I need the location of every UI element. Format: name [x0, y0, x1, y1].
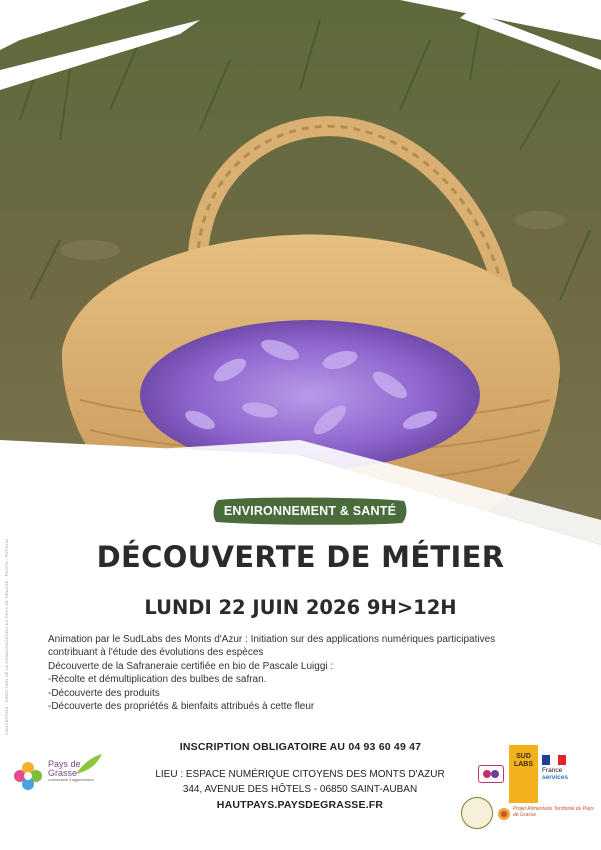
description-line: Découverte de la Safraneraie certifiée en bio de Pascale Luiggi : — [48, 660, 334, 672]
location-line2: 344, AVENUE DES HÔTELS - 06850 SAINT-AUBAN — [182, 783, 418, 795]
category-label: ENVIRONNEMENT & SANTÉ — [223, 504, 397, 518]
partner-badge-icon — [478, 765, 504, 783]
description-line: -Découverte des propriétés & bienfaits attribués à cette fleur — [48, 701, 315, 713]
france-services-line2: services — [542, 774, 569, 781]
pays-de-grasse-logo — [8, 752, 104, 802]
side-credit: CONCEPTION : DIRECTION DE LA COMMUNICATION DU PAYS DE GRASSE · PHOTO : FOTOLIA — [4, 538, 9, 735]
patrimoine-logo — [497, 805, 597, 825]
description-line: -Récolte et démultiplication des bulbes de safran. — [48, 674, 267, 686]
event-date: LUNDI 22 JUIN 2026 9H>12H — [144, 596, 457, 619]
website-link[interactable]: HAUTPAYS.PAYSDEGRASSE.FR — [216, 799, 384, 811]
france-services-line1: France — [542, 767, 563, 774]
france-services-logo — [542, 755, 578, 791]
category-badge — [212, 496, 408, 526]
location-line1: LIEU : ESPACE NUMÉRIQUE CITOYENS DES MONTS D'AZUR — [155, 769, 445, 780]
event-description — [48, 633, 568, 713]
pays-de-grasse-sub: communauté d'agglomération — [48, 778, 95, 782]
description-line: contribuant à l'étude des évolutions des espèces — [48, 647, 264, 659]
sudlabs-label: SUD LABS — [513, 753, 534, 768]
description-line: Animation par le SudLabs des Monts d'Azur : Initiation sur des applications numériques participatives — [48, 634, 496, 645]
event-location — [140, 768, 460, 797]
sudlabs-logo — [509, 745, 538, 803]
description-line: -Découverte des produits — [48, 687, 160, 699]
patrimoine-label: Projet Alimentaire Territorial du Pays de Grasse — [513, 806, 594, 818]
registration-info: INSCRIPTION OBLIGATOIRE AU 04 93 60 49 47 — [179, 741, 422, 753]
page-title: DÉCOUVERTE DE MÉTIER — [96, 540, 505, 574]
pays-de-grasse-name: Pays de Grasse — [48, 759, 81, 778]
seal-logo-icon — [461, 797, 493, 829]
